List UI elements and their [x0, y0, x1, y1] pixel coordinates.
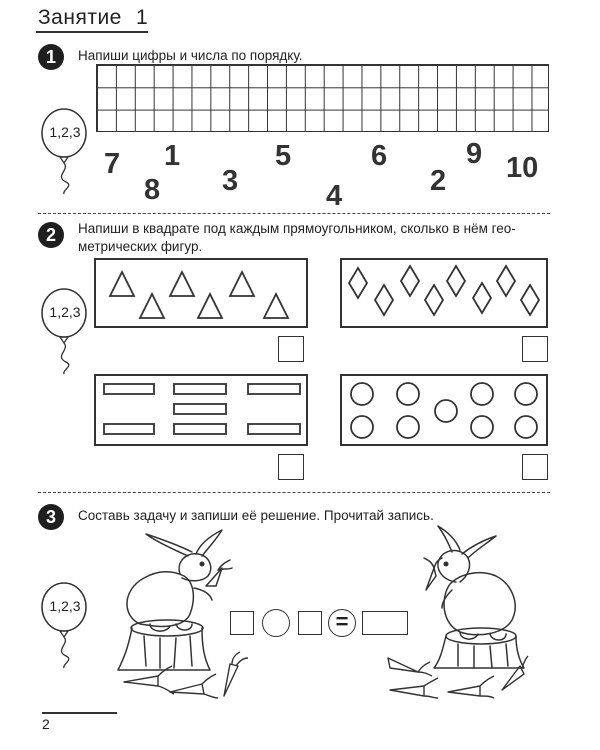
page-number: 2: [42, 716, 50, 732]
writing-grid[interactable]: [96, 64, 549, 132]
answer-box-bars[interactable]: [278, 454, 304, 480]
answer-box-diamonds[interactable]: [522, 336, 548, 362]
carrot-icon: [120, 652, 250, 698]
equals-sign: =: [328, 609, 356, 637]
section-divider: [38, 492, 550, 493]
title-underline: [36, 31, 148, 33]
balloon-label: 1,2,3: [49, 304, 81, 320]
number-1: 1: [164, 140, 181, 172]
footer-line: [42, 712, 117, 714]
answer-box-circles[interactable]: [522, 454, 548, 480]
bar-icon: [94, 374, 308, 446]
equation-result-box[interactable]: [362, 611, 408, 635]
number-4: 4: [326, 180, 343, 212]
number-3: 3: [222, 165, 239, 197]
balloon-icon: [40, 288, 90, 374]
task-1-text: Напиши цифры и числа по порядку.: [78, 48, 303, 63]
balloon-label: 1,2,3: [49, 124, 81, 140]
balloon-icon: [40, 108, 90, 194]
number-6: 6: [371, 140, 388, 172]
section-divider: [38, 213, 550, 214]
task-2-text-line1: Напиши в квадрате под каждым прямоугольником, сколько в нём гео-: [78, 221, 516, 236]
diamond-icon: [340, 258, 548, 328]
circle-icon: [340, 374, 548, 446]
lesson-title: Занятие: [38, 6, 122, 29]
carrot-icon: [384, 650, 530, 698]
number-5: 5: [275, 140, 292, 172]
task-2-number: 2: [38, 222, 64, 248]
lesson-number: 1: [136, 6, 148, 29]
number-7: 7: [104, 148, 121, 180]
balloon-icon: [40, 582, 90, 668]
triangle-icon: [94, 258, 308, 328]
task-3-number: 3: [38, 504, 64, 530]
number-10: 10: [506, 152, 539, 184]
number-8: 8: [144, 174, 161, 206]
answer-box-triangles[interactable]: [278, 336, 304, 362]
task-3-text: Составь задачу и запиши её решение. Прочитай запись.: [78, 508, 434, 523]
task-2-text-line2: метрических фигур.: [78, 239, 203, 254]
task-1-number: 1: [38, 44, 64, 70]
equation-box-2[interactable]: [298, 611, 322, 635]
balloon-label: 1,2,3: [49, 598, 81, 614]
equation-box-1[interactable]: [230, 611, 254, 635]
number-2: 2: [430, 165, 447, 197]
number-9: 9: [466, 138, 483, 170]
equation-sign-circle[interactable]: [262, 609, 290, 637]
